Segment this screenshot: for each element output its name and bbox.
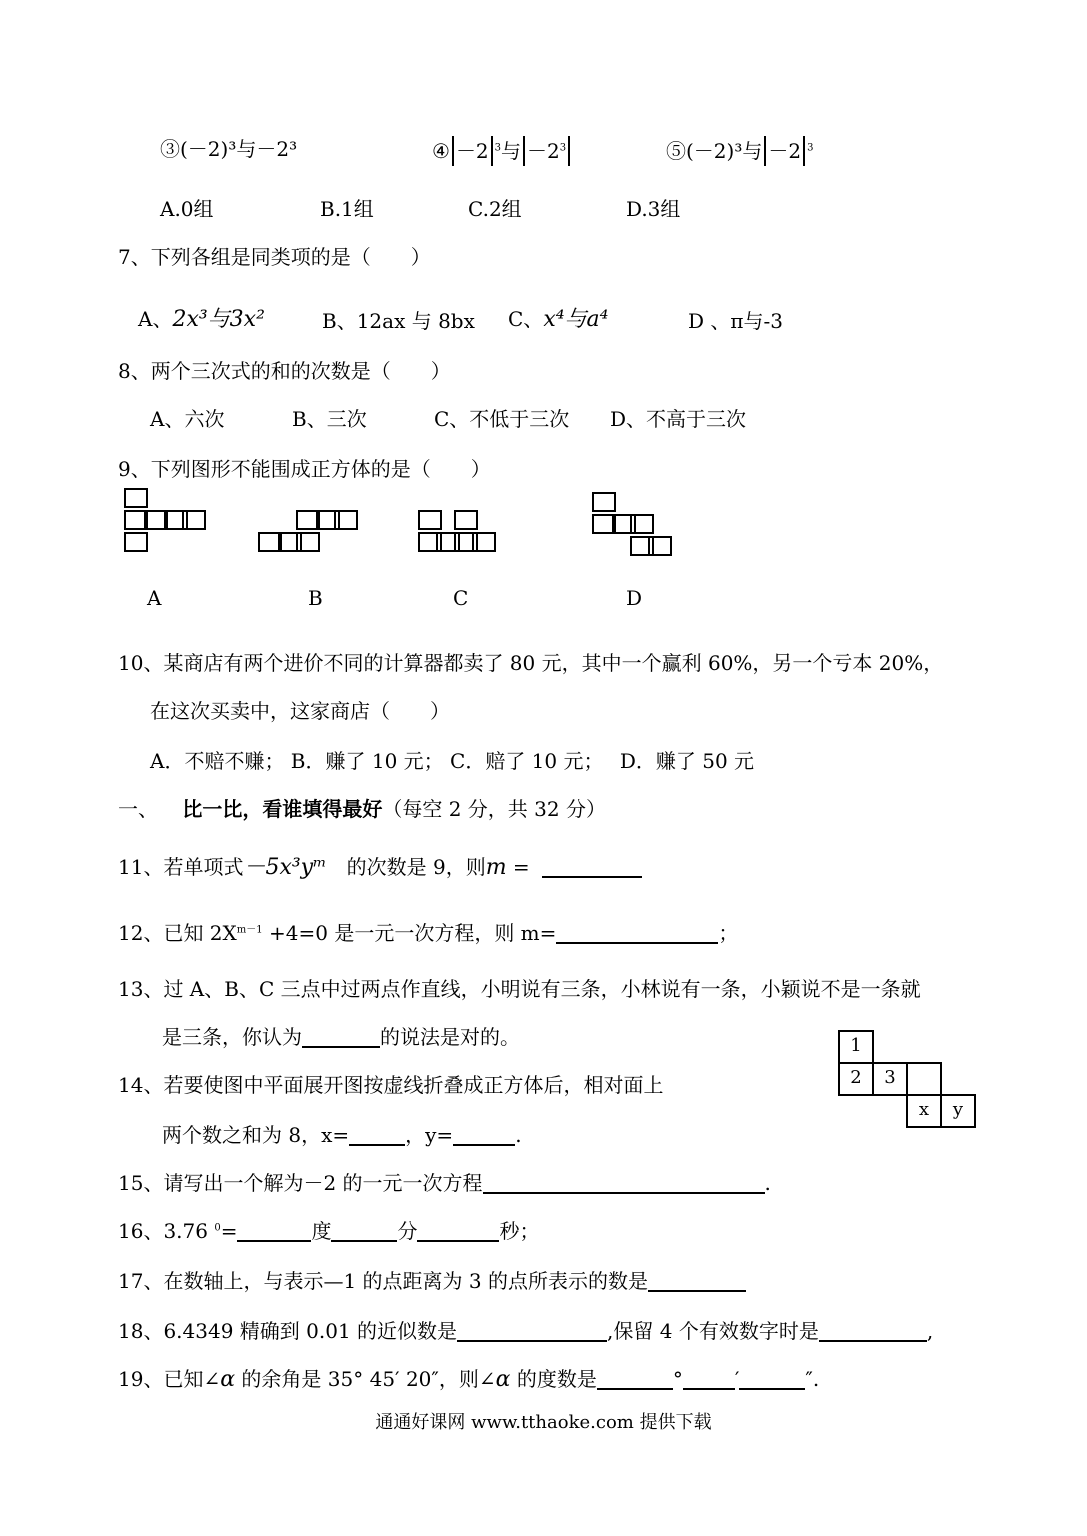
q16-minute-blank[interactable] — [331, 1220, 397, 1242]
q6-item5: ⑤(－2)³与 －2 $^3$ — [666, 136, 813, 166]
net-cell-x: x — [906, 1094, 942, 1128]
q10-stem2: 在这次买卖中，这家商店（ ） — [150, 699, 450, 723]
q15: 15、请写出一个解为－2 的一元一次方程 . — [118, 1171, 771, 1195]
net-label-c: C — [453, 586, 469, 610]
q14-y-blank[interactable] — [453, 1124, 515, 1146]
net-cell-1: 1 — [838, 1030, 874, 1064]
net-label-a: A — [147, 586, 162, 610]
q11-answer-blank[interactable] — [542, 856, 642, 878]
q8-option-b: B、三次 — [292, 407, 367, 431]
net-cell-y: y — [940, 1094, 976, 1128]
q13-answer-blank[interactable] — [302, 1026, 380, 1048]
q8-stem: 8、两个三次式的和的次数是（ ） — [118, 359, 451, 383]
section-title: 比一比，看谁填得最好 — [182, 797, 383, 821]
net-label-d: D — [626, 586, 643, 610]
q7-option-b: B、12ax 与 8bx — [322, 309, 475, 333]
net-cell-2: 2 — [838, 1062, 874, 1096]
q8-option-c: C、不低于三次 — [434, 407, 570, 431]
q18-answer2-blank[interactable] — [819, 1320, 927, 1342]
net-cell-3: 3 — [872, 1062, 908, 1096]
q7-option-c: C、x⁴与a⁴ — [508, 307, 609, 332]
q6-option-b: B.1组 — [320, 197, 374, 221]
q10-stem: 10、某商店有两个进价不同的计算器都卖了 80 元，其中一个赢利 60%，另一个亏本 20%， — [118, 651, 944, 675]
q14-line1: 14、若要使图中平面展开图按虚线折叠成正方体后，相对面上 — [118, 1073, 664, 1097]
q16: 16、3.76 $^0$= 度 分 秒； — [118, 1219, 540, 1243]
net-cell-4 — [906, 1062, 942, 1096]
q6-item3: ③(－2)³与－2³ — [160, 137, 298, 161]
footer-credit: 通通好课网 www.tthaoke.com 提供下载 — [375, 1412, 712, 1433]
q19-degree-blank[interactable] — [597, 1368, 673, 1390]
q17: 17、在数轴上，与表示—1 的点距离为 3 的点所表示的数是 — [118, 1268, 746, 1294]
q9-stem: 9、下列图形不能围成正方体的是（ ） — [118, 457, 491, 481]
q16-second-blank[interactable] — [417, 1220, 499, 1242]
q18: 18、6.4349 精确到 0.01 的近似数是 ,保留 4 个有效数字时是 , — [118, 1319, 934, 1343]
q8-option-d: D、不高于三次 — [610, 407, 747, 431]
q19: 19、已知∠α 的余角是 35° 45′ 20″，则∠α 的度数是 ° ′ ″. — [118, 1367, 820, 1392]
q11: 11、若单项式－5x³yᵐ 的次数是 9，则m = — [118, 854, 642, 881]
q13-line2: 是三条，你认为 的说法是对的。 — [162, 1025, 520, 1049]
q7-stem: 7、下列各组是同类项的是（ ） — [118, 245, 431, 269]
q10-options: A．不赔不赚； B．赚了 10 元； C．赔了 10 元； D．赚了 50 元 — [150, 749, 755, 773]
q7-option-d: D 、π与-3 — [688, 309, 784, 333]
q15-answer-blank[interactable] — [483, 1172, 765, 1194]
q16-degree-blank[interactable] — [237, 1220, 311, 1242]
q19-minute-blank[interactable] — [683, 1368, 735, 1390]
q14-x-blank[interactable] — [349, 1124, 405, 1146]
q6-option-d: D.3组 — [626, 197, 681, 221]
q6-option-c: C.2组 — [468, 197, 522, 221]
section-note: （每空 2 分，共 32 分） — [382, 797, 606, 821]
q18-answer1-blank[interactable] — [457, 1320, 607, 1342]
q6-option-a: A.0组 — [160, 197, 214, 221]
q7-option-a: A、2x³与3x² — [138, 307, 265, 332]
q12: 12、已知 $2X^{m-1} +4=0$ 是一元一次方程，则 m= ； — [118, 921, 739, 945]
q12-answer-blank[interactable] — [556, 922, 718, 944]
section-header: 一、 比一比，看谁填得最好（每空 2 分，共 32 分） — [118, 797, 606, 821]
q8-option-a: A、六次 — [150, 407, 225, 431]
net-label-b: B — [308, 586, 323, 610]
q19-second-blank[interactable] — [739, 1368, 805, 1390]
q13-line1: 13、过 A、B、C 三点中过两点作直线，小明说有三条，小林说有一条，小颖说不是一条就 — [118, 977, 921, 1001]
q17-answer-blank[interactable] — [648, 1270, 746, 1292]
q6-item4: ④ －2 $^3$与 $-2^3$ — [432, 136, 572, 166]
q14-line2: 两个数之和为 8，x= ，y= . — [162, 1123, 522, 1147]
